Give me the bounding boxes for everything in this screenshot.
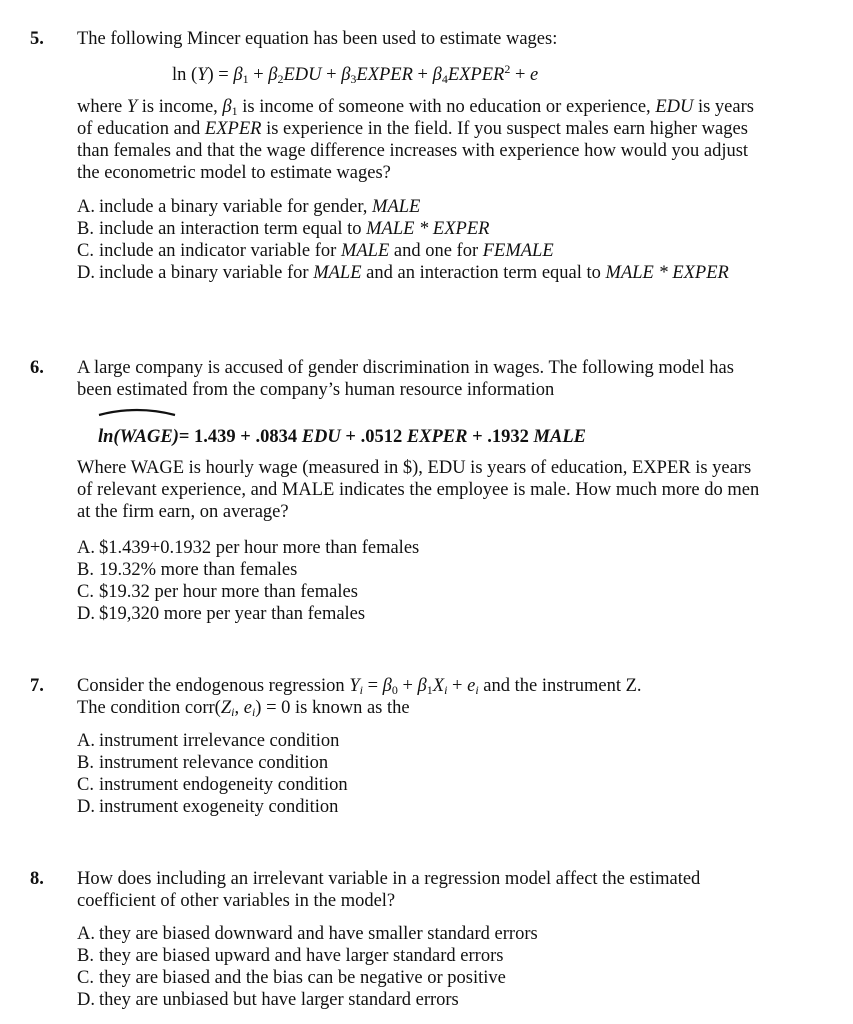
eq-text: ln ( <box>172 65 198 85</box>
question-paragraph: Where WAGE is hourly wage (measured in $), EDU is years of education, EXPER is years of relevant experience, and MALE indicates the employee is male. How much more do men at the firm earn, on average? <box>77 458 760 522</box>
choice-var: MALE * EXPER <box>366 219 490 239</box>
text: + <box>447 676 468 696</box>
eq-sup: 2 <box>504 61 511 76</box>
eq-var: MALE <box>533 427 586 447</box>
question-stem: The following Mincer equation has been used to estimate wages: <box>77 29 558 49</box>
eq-var: e <box>530 65 539 85</box>
question-stem: A large company is accused of gender discrimination in wages. The following model has been estimated from the company’s human resource information <box>77 358 734 400</box>
choice-letter: C. <box>77 775 94 795</box>
eq-op: + <box>510 65 531 85</box>
sub: i <box>359 683 363 697</box>
eq-var: EDU <box>283 65 322 85</box>
choice-letter: D. <box>77 604 95 624</box>
choice-text: include an indicator variable for <box>99 241 341 261</box>
answer-choices <box>77 196 761 284</box>
choice-c[interactable] <box>77 967 761 989</box>
choice-text: and an interaction term equal to <box>361 263 606 283</box>
beta: β <box>382 676 392 696</box>
text: is income, <box>137 97 223 117</box>
choice-c[interactable] <box>77 774 761 796</box>
eq-text: + .0512 <box>340 427 407 447</box>
eq-var: EDU <box>301 427 341 447</box>
text: The condition corr( <box>77 698 221 718</box>
choice-b[interactable] <box>77 752 761 774</box>
sub: i <box>475 683 479 697</box>
choice-d[interactable] <box>77 603 761 625</box>
eq-text: = 1.439 + .0834 <box>178 427 302 447</box>
eq-sub: 2 <box>277 72 284 86</box>
stem-line-1 <box>77 675 761 697</box>
eq-beta: β <box>268 65 278 85</box>
eq-var: EXPER <box>356 65 413 85</box>
choice-var: MALE <box>372 197 421 217</box>
choice-letter: A. <box>77 538 95 558</box>
eq-var: Y <box>197 65 208 85</box>
answer-choices <box>77 537 761 625</box>
choice-text: instrument endogeneity condition <box>99 775 348 795</box>
sub: 0 <box>391 683 398 697</box>
choice-var: MALE <box>313 263 362 283</box>
question-number: 7. <box>30 676 44 696</box>
text: is years of education and <box>77 97 754 139</box>
choice-text: include an interaction term equal to <box>99 219 367 239</box>
var: EDU <box>655 97 694 117</box>
question-paragraph <box>77 96 761 184</box>
choice-text: include a binary variable for gender, <box>99 197 373 217</box>
choice-letter: B. <box>77 946 94 966</box>
choice-letter: A. <box>77 197 95 217</box>
choice-text: instrument irrelevance condition <box>99 731 340 751</box>
eq-op: + <box>248 65 269 85</box>
choice-text: 19.32% more than females <box>99 560 298 580</box>
choice-a[interactable] <box>77 537 761 559</box>
choice-letter: B. <box>77 219 94 239</box>
choice-a[interactable] <box>77 196 761 218</box>
choice-text: $19,320 more per year than females <box>99 604 366 624</box>
choice-d[interactable] <box>77 796 761 818</box>
eq-sub: 1 <box>242 72 249 86</box>
var: Y <box>349 676 360 696</box>
eq-op: + <box>412 65 433 85</box>
choice-letter: D. <box>77 797 95 817</box>
eq-text: + .1932 <box>467 427 534 447</box>
choice-letter: A. <box>77 924 95 944</box>
var: Z <box>220 698 232 718</box>
choice-c[interactable] <box>77 581 761 603</box>
eq-beta: β <box>341 65 351 85</box>
sub: i <box>251 705 256 719</box>
choice-letter: A. <box>77 731 95 751</box>
beta: β <box>417 676 427 696</box>
choice-b[interactable] <box>77 945 761 967</box>
eq-var: EXPER <box>447 65 505 85</box>
text: is experience in the field. If you suspect males earn higher wages than females and that the wage difference increases with experience how would you adjust the econometric model to estimate wages? <box>77 119 749 183</box>
answer-choices <box>77 923 761 1011</box>
text: = <box>362 676 383 696</box>
text: + <box>397 676 418 696</box>
choice-text: they are unbiased but have larger standard errors <box>99 990 459 1010</box>
eq-beta: β <box>233 65 243 85</box>
eq-sub: 4 <box>441 72 448 86</box>
choice-letter: C. <box>77 582 94 602</box>
sub: i <box>444 683 448 697</box>
question-number: 5. <box>30 29 44 49</box>
choice-text: they are biased upward and have larger standard errors <box>99 946 504 966</box>
choice-b[interactable] <box>77 559 761 581</box>
text: Consider the endogenous regression <box>77 676 350 696</box>
text: ) = 0 is known as the <box>255 698 410 718</box>
text: is income of someone with no education or experience, <box>237 97 656 117</box>
choice-text: and one for <box>389 241 483 261</box>
choice-d[interactable] <box>77 989 761 1011</box>
choice-text: $19.32 per hour more than females <box>99 582 358 602</box>
choice-text: instrument relevance condition <box>99 753 329 773</box>
choice-text: $1.439+0.1932 per hour more than females <box>99 538 420 558</box>
eq-text: ) = <box>207 65 234 85</box>
choice-letter: C. <box>77 241 94 261</box>
choice-b[interactable] <box>77 218 761 240</box>
choice-text: instrument exogeneity condition <box>99 797 339 817</box>
eq-sub: 3 <box>350 72 357 86</box>
question-stem: How does including an irrelevant variable in a regression model affect the estimated coefficient of other variables in the model? <box>77 869 701 911</box>
text: , <box>234 698 244 718</box>
var: X <box>432 676 445 696</box>
choice-var: FEMALE <box>482 241 554 261</box>
choice-letter: D. <box>77 990 95 1010</box>
choice-letter: D. <box>77 263 95 283</box>
answer-choices <box>77 730 761 818</box>
choice-text: include a binary variable for <box>99 263 314 283</box>
var: e <box>467 676 476 696</box>
question-number: 8. <box>30 869 44 889</box>
question-stem <box>77 675 761 719</box>
choice-text: they are biased and the bias can be negative or positive <box>99 968 506 988</box>
regression-equation <box>98 426 586 448</box>
beta: β <box>222 97 232 117</box>
eq-beta: β <box>432 65 442 85</box>
choice-text: they are biased downward and have smaller standard errors <box>99 924 538 944</box>
choice-letter: B. <box>77 560 94 580</box>
sub: 1 <box>231 104 238 118</box>
eq-var: ln(WAGE) <box>98 427 179 447</box>
mincer-equation <box>172 61 539 86</box>
var: Y <box>126 97 138 117</box>
question-number: 6. <box>30 358 44 378</box>
var: e <box>243 698 252 718</box>
var: EXPER <box>204 119 262 139</box>
sub: 1 <box>426 683 433 697</box>
eq-op: + <box>321 65 342 85</box>
text: and the instrument Z. <box>478 676 642 696</box>
sub: i <box>231 705 235 719</box>
choice-letter: B. <box>77 753 94 773</box>
choice-a[interactable] <box>77 730 761 752</box>
choice-letter: C. <box>77 968 94 988</box>
choice-a[interactable] <box>77 923 761 945</box>
eq-var: EXPER <box>406 427 468 447</box>
hat-accent <box>98 407 176 417</box>
choice-c[interactable] <box>77 240 761 262</box>
choice-d[interactable] <box>77 262 761 284</box>
stem-line-2 <box>77 697 761 719</box>
choice-var: MALE * EXPER <box>605 263 729 283</box>
text: where <box>77 97 127 117</box>
choice-var: MALE <box>340 241 390 261</box>
